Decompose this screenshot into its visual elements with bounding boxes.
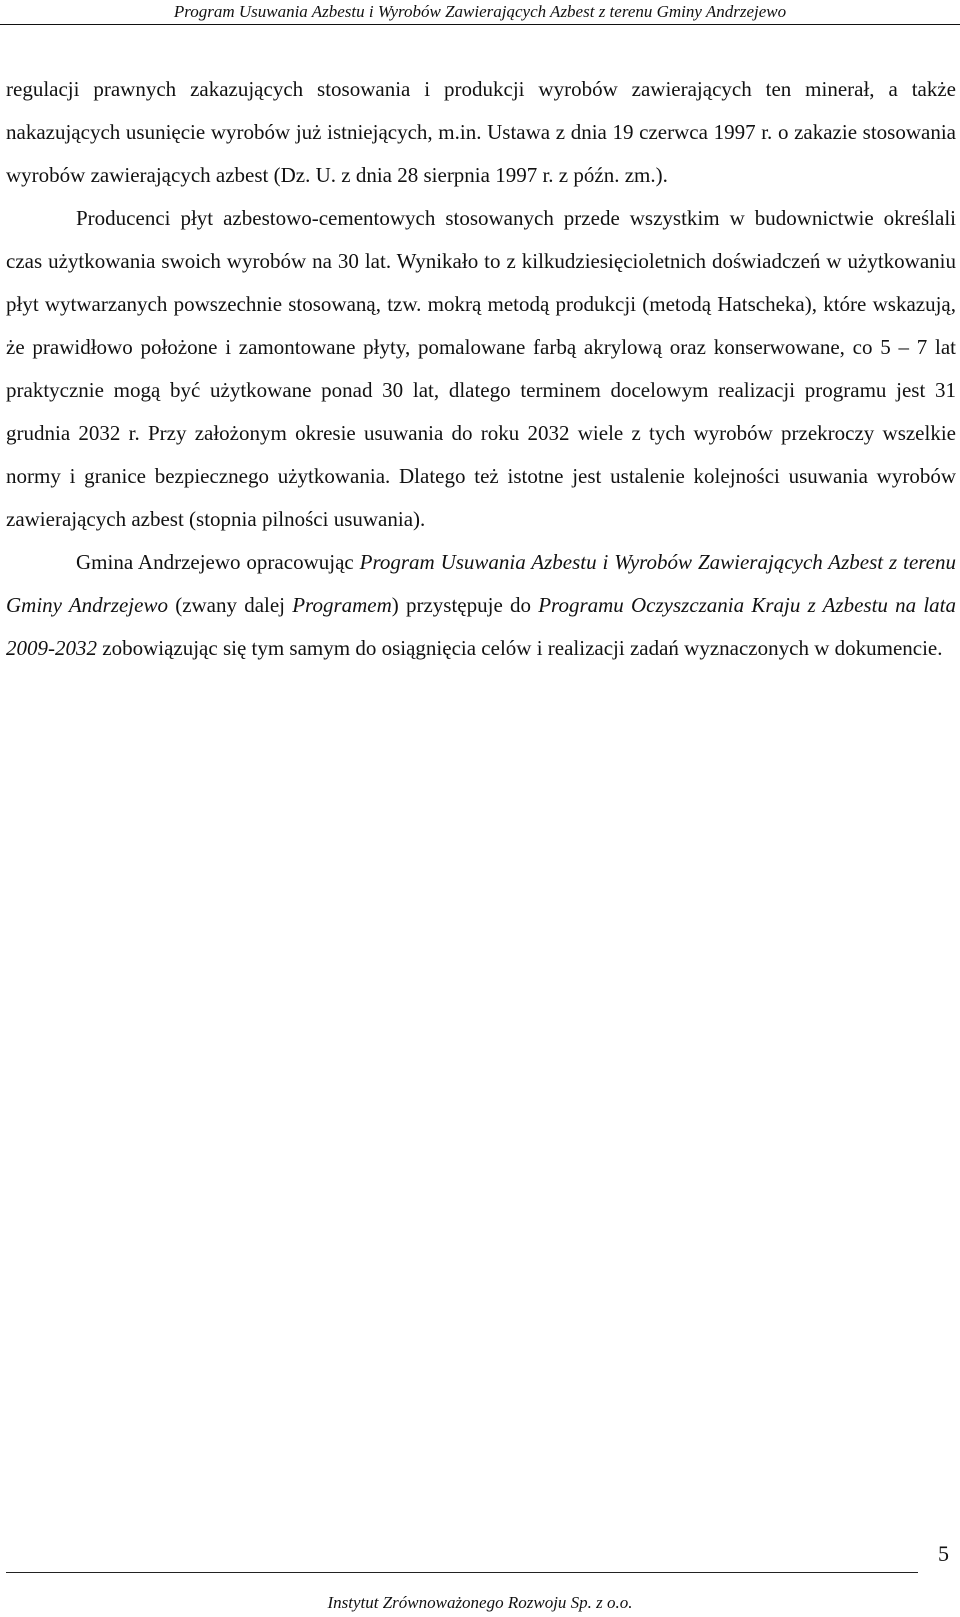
document-body [6,68,956,670]
national-program-title-italic: Programu Oczyszczania Kraju z Azbestu na lata 2009-2032 [6,593,957,660]
program-short-name-italic: Programem [292,593,392,617]
footer-institute: Instytut Zrównoważonego Rozwoju Sp. z o.o. [327,1593,633,1612]
paragraph-text: ) przystępuje do [391,593,539,617]
footer-divider [6,1572,918,1573]
header-title: Program Usuwania Azbestu i Wyrobów Zawierających Azbest z terenu Gminy Andrzejewo [173,2,787,21]
header-divider [0,24,960,25]
paragraph-text: zobowiązując się tym samym do osiągnięcia celów i realizacji zadań wyznaczonych w dokumencie. [97,636,943,660]
page-number: 5 [938,1541,949,1566]
paragraph-text: (zwany dalej [167,593,293,617]
paragraph-gmina-program [6,541,956,670]
program-title-italic: Program Usuwania Azbestu i Wyrobów Zawierających Azbest z terenu Gminy Andrzejewo [6,550,956,617]
paragraph-producers: Producenci płyt azbestowo-cementowych stosowanych przede wszystkim w budownictwie określali czas użytkowania swoich wyrobów na 30 lat. Wynikało to z kilkudziesięcioletnich doświadczeń w użytkowaniu płyt wytwarzanych powszechnie stosowaną, tzw. mokrą metodą produkcji (metodą Hatscheka), które wskazują, że prawidłowo położone i zamontowane płyty, pomalowane farbą akrylową oraz konserwowane, co 5 – 7 lat praktycznie mogą być użytkowane ponad 30 lat, dlatego terminem docelowym realizacji programu jest 31 grudnia 2032 r. Przy założonym okresie usuwania do roku 2032 wiele z tych wyrobów przekroczy wszelkie normy i granice bezpiecznego użytkowania. Dlatego też istotne jest ustalenie kolejności usuwania wyrobów zawierających azbest (stopnia pilności usuwania). [6,206,956,531]
page-header [0,0,960,26]
paragraph-continuation: regulacji prawnych zakazujących stosowania i produkcji wyrobów zawierających ten minerał, a także nakazujących usunięcie wyrobów już istniejących, m.in. Ustawa z dnia 19 czerwca 1997 r. o zakazie stosowania wyrobów zawierających azbest (Dz. U. z dnia 28 sierpnia 1997 r. z późn. zm.). [6,77,956,187]
paragraph-text: Gmina Andrzejewo opracowując [76,550,360,574]
